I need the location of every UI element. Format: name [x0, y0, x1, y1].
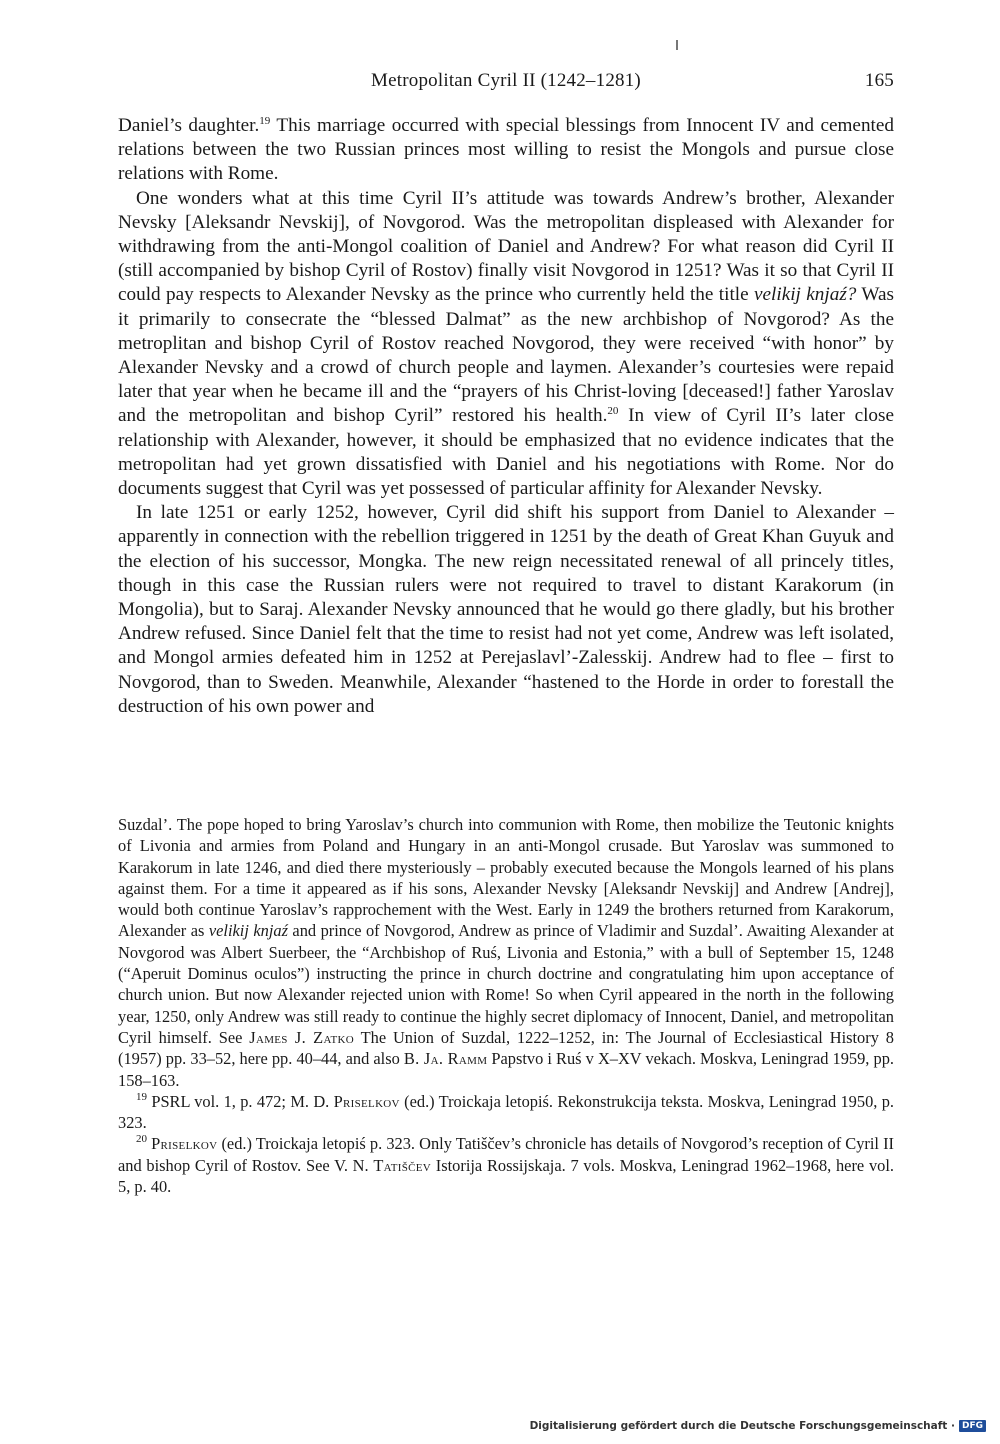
author-name: Tatiščev: [373, 1155, 432, 1175]
running-head-title: Metropolitan Cyril II (1242–1281): [371, 70, 641, 91]
dfg-logo: DFG: [959, 1420, 986, 1432]
italic-term: velikij knjaź: [208, 921, 288, 941]
footnote-ref: 19: [259, 115, 271, 127]
main-text: [118, 114, 894, 719]
footnote-number: 20: [136, 1133, 147, 1146]
author-name: B. Ja. Ramm: [403, 1049, 488, 1069]
digitization-credit: [530, 1420, 986, 1432]
footnotes: [118, 814, 894, 1197]
paragraph: Daniel’s daughter.$^{19}$ This marriage occurred with special blessings from Innocent IV and cemented relations between the two Russian princes most willing to resist the Mongols and pursue close relations with Rome.: [118, 115, 894, 185]
footnote-20: $^{20}$ Priselkov (ed.) Troickaja letopiś p. 323. Only Tatiščev’s chronicle has details of Novgorod’s reception of Cyril II and bishop Cyril of Rostov. See V. N. Tatiščev Istorija Rossijskaja. 7 vols. Moskva, Leningrad 1962–1968, here vol. 5, p. 40.: [118, 1133, 894, 1197]
footnote-19: $^{19}$ PSRL vol. 1, p. 472; M. D. Priselkov (ed.) Troickaja letopiś. Rekonstrukcija teksta. Moskva, Leningrad 1950, p. 323.: [118, 1090, 894, 1133]
author-name: Priselkov: [333, 1091, 400, 1111]
footnote-continuation: Suzdal’. The pope hoped to bring Yaroslav’s church into communion with Rome, then mobilize the Teutonic knights of Livonia and armies from Poland and Hungary in an anti-Mongol crusade. But Yaroslav was summoned to Karakorum in late 1246, and died there mysteriously – probably executed because the Mongols learned of his plans against them. For a time it appeared as if his sons, Alexander Nevsky [Aleksandr Nevskij] and Andrew [Andrej], would both continue Yaroslav’s rapprochement with the West. Early in 1249 the brothers returned from Karakorum, Alexander as velikij knjaź and prince of Novgorod, Andrew as prince of Vladimir and Suzdal’. Awaiting Alexander at Novgorod was Albert Suerbeer, the “Archbishop of Ruś, Livonia and Estonia,” with a bull of September 15, 1248 (“Aperuit Dominus oculos”) instructing the prince in church doctrine and congratulating him upon acceptance of church union. But now Alexander rejected union with Rome! So when Cyril appeared in the north in the following year, 1250, only Andrew was still ready to continue the highly secret diplomacy of Innocent, Daniel, and metropolitan Cyril himself. See James J. Zatko The Union of Suzdal, 1222–1252, in: The Journal of Ecclesiastical History 8 (1957) pp. 33–52, here pp. 40–44, and also B. Ja. Ramm Papstvo i Ruś v X–XV vekach. Moskva, Leningrad 1959, pp. 158–163.: [118, 815, 894, 1090]
page-number: 165: [864, 70, 894, 91]
italic-term: velikij knjaź?: [754, 284, 857, 306]
author-name: James J. Zatko: [249, 1027, 355, 1047]
paragraph: In late 1251 or early 1252, however, Cyril did shift his support from Daniel to Alexander – apparently in connection with the rebellion triggered in 1251 by the death of Great Khan Guyuk and the election of his successor, Mongka. The new reign necessitated renewal of all princely titles, though in this case the Russian rulers were not required to travel to distant Karakorum (in Mongolia), but to Saraj. Alexander Nevsky announced that he would go there gladly, but his brother Andrew refused. Since Daniel felt that the time to resist had not yet come, Andrew was left isolated, and Mongol armies defeated him in 1252 at Perejaslavl’-Zalesskij. Andrew had to flee – first to Novgorod, than to Sweden. Meanwhile, Alexander “hastened to the Horde in order to forestall the destruction of his own power and: [118, 502, 894, 717]
footnote-ref: 20: [607, 405, 619, 418]
scan-mark: [676, 40, 678, 50]
footnote-number: 19: [136, 1090, 147, 1103]
paragraph: One wonders what at this time Cyril II’s attitude was towards Andrew’s brother, Alexander Nevsky [Aleksandr Nevskij], of Novgorod. Was the metropolitan displeased with Alexander for withdrawing from the anti-Mongol coalition of Daniel and Andrew? For what reason did Cyril II (still accompanied by bishop Cyril of Rostov) finally visit Novgorod in 1251? Was it so that Cyril II could pay respects to Alexander Nevsky as the prince who currently held the title velikij knjaź? Was it primarily to consecrate the “blessed Dalmat” as the new archbishop of Novgorod? As the metroplitan and bishop Cyril of Rostov reached Novgorod, they were received “with honor” by Alexander Nevsky and a crowd of church people and laymen. Alexander’s courtesies were repaid later that year when he became ill and the “prayers of his Christ-loving [deceased!] father Yaroslav and the metropolitan and bishop Cyril” restored his health.$^{20}$ In view of Cyril II’s later close relationship with Alexander, however, it should be emphasized that no evidence indicates that the metropolitan had yet grown dissatisfied with Daniel and his negotiations with Rome. Nor do documents suggest that Cyril was yet possessed of particular affinity for Alexander Nevsky.: [118, 187, 894, 500]
running-head: [118, 70, 894, 98]
credit-text: Digitalisierung gefördert durch die Deutsche Forschungsgemeinschaft ·: [529, 1420, 955, 1432]
author-name: Priselkov: [151, 1134, 218, 1154]
